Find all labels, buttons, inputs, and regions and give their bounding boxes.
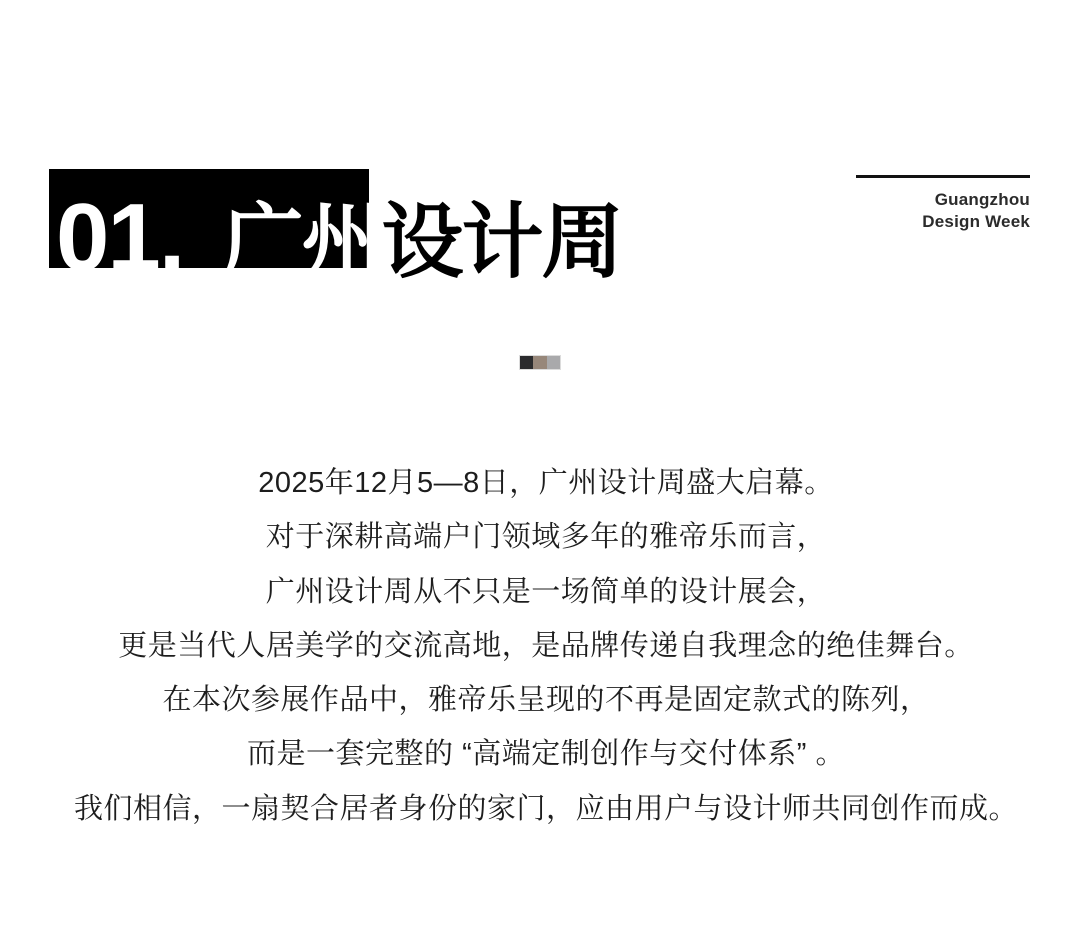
paragraph-line: 我们相信，一扇契合居者身份的家门，应由用户与设计师共同创作而成。 — [73, 792, 1018, 825]
divider-square-taupe — [533, 356, 546, 369]
paragraph-line: 在本次参展作品中，雅帝乐呈现的不再是固定款式的陈列， — [162, 684, 930, 717]
divider-square-gray — [547, 356, 560, 369]
paragraph-line: 广州设计周从不只是一场简单的设计展会， — [265, 575, 827, 608]
paragraph-line: 对于深耕高端户门领域多年的雅帝乐而言， — [265, 521, 827, 554]
section-number: 01. — [56, 184, 184, 291]
brand-name-line1: Guangzhou — [934, 190, 1030, 209]
title-rest-part: 设计周 — [381, 197, 622, 288]
divider-square-dark — [520, 356, 533, 369]
brand-name-line2: Design Week — [922, 211, 1030, 231]
page-title — [56, 184, 622, 293]
title-highlighted-part: 广州 — [221, 197, 382, 288]
body-paragraph — [6, 456, 1080, 836]
paragraph-line: 2025年12月5—8日，广州设计周盛大启幕。 — [258, 467, 834, 499]
divider-squares-ornament — [519, 355, 561, 370]
paragraph-line: 而是一套完整的 “高端定制创作与交付体系” 。 — [247, 738, 845, 771]
brand-name-en — [922, 189, 1030, 232]
brand-rule-line — [856, 175, 1030, 178]
paragraph-line: 更是当代人居美学的交流高地，是品牌传递自我理念的绝佳舞台。 — [118, 629, 974, 662]
